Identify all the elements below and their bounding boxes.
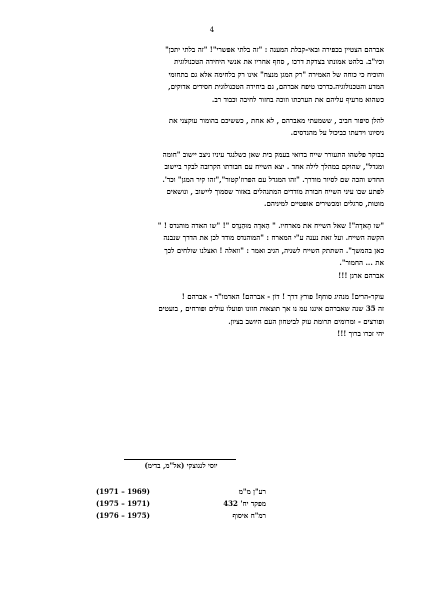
text-line: בבוקר פלשהו התעורר שייח בדואי בעמק בית שאן כשלנגד עיניו ניצב יישוב "חומה <box>162 149 384 159</box>
text-line: כשהוא מרעיף עליהם את הערכתו וזוכה בחזור לחיבה וכבוד רב. <box>211 94 384 104</box>
text-line: להלן סיפור חביב , ששמעתי מאברהם , לא אחת , כששיכם בהומור עוקצני את <box>168 116 384 126</box>
page-number: 4 <box>209 26 215 34</box>
text-line: לפתע שבו עיני השייח חבורת מודדים המתנהלים באזור שסמוך ליישוב , ונושאים <box>166 187 384 197</box>
signature-role: רע"ן מ"מ <box>238 487 266 496</box>
text-line: את ... החמור". <box>339 258 384 268</box>
text-line: הקשה השייח. ועל זאת נענה ע"י המארח : "המוהנדס מודד לכן את הדרך שנבנה <box>163 233 384 243</box>
text-line: יהי זכרו ברוך !!! <box>337 329 384 339</box>
signature-role-row <box>96 486 266 498</box>
signature-role-row <box>96 498 266 510</box>
text-line: ומגדל", שהוקם במהלך לילה אחד . יצא השייח עם חבורתו הקרובה לבקר ביישוב <box>164 162 384 172</box>
text-line: עוקר-הרים! מנהיג סוחף! פורץ דרך ! דוֹן - אברהם! האדמו"ר - אברהם ! <box>181 291 384 301</box>
signature-years: (1971 – 1969) <box>96 487 150 496</box>
text-line: והוכיח כי כוחה של האמירה "רק המגן מנצח" אינו רק בלחימה אלא גם בתחומי <box>168 69 384 79</box>
text-line: אברהם הצטיין בכפירה ובאי-קבלת המענה : "זה בלתי אפשרי"! "זה בלתי יתכן" <box>165 45 384 54</box>
text-line: החדש והכה שם לסיור מודרך. "זהו המגדל עם הפרוז'קטור","זהו קיר המגן" וכד'. <box>162 174 384 184</box>
text-line: ניסיונו וידעתו כביכול על מהנדסים. <box>290 128 384 138</box>
text-line: וכיו"ב. בלהט אמונתו בצדקת דרכו , סחף אחריו את אנשי היחידה הטכנולוגית <box>174 57 384 67</box>
text-line: מוטות, סרגלים ומכשירים אופטיים למיניהם. <box>264 199 384 209</box>
signature-years: (1975 – 1971) <box>96 499 150 508</box>
body-text <box>44 44 384 350</box>
signature-role: מפקד יח' 432 <box>223 499 266 508</box>
text-line: המדע והטכנולוגיה.כדרכו טיפח אברהם, גם ביחידה הטכנולוגית חסידים אדוקים, <box>168 82 384 92</box>
signature-role-row <box>96 510 266 522</box>
paragraph <box>44 220 384 282</box>
text-line: ופורצים - ומרומים תרומת עוק לביטחון העם היושב בציון. <box>228 316 384 326</box>
paragraph <box>44 149 384 211</box>
signature-role: רמ"ח איסוף <box>232 511 266 520</box>
text-line: "שו הָאדָה"! שאל השייח את מארחיו. " הַאדָה מוּהַנְדִס "! "שו האדה מוהנדס ! " <box>157 220 384 230</box>
paragraph <box>44 115 384 140</box>
paragraph <box>44 291 384 341</box>
text-line: אברהם ארגן !!! <box>338 270 384 280</box>
signature-name: יוסי לנגוצקי (אל"מ, בדימ) <box>144 461 218 470</box>
text-line: זה 35 שנה שאברהם איננו עמ נו אך תוצאות חזונו ופועלו עולים ופורחים , בועטים <box>158 304 384 314</box>
text-line: כאן בהמשך". השתתק השייח לשניה, הגיב ואמר : "וואלה ! ואצלנו שולחים לכך <box>164 245 384 255</box>
signature-block <box>96 460 266 522</box>
paragraph <box>44 44 384 106</box>
signature-years: (1976 – 1975) <box>96 511 150 520</box>
